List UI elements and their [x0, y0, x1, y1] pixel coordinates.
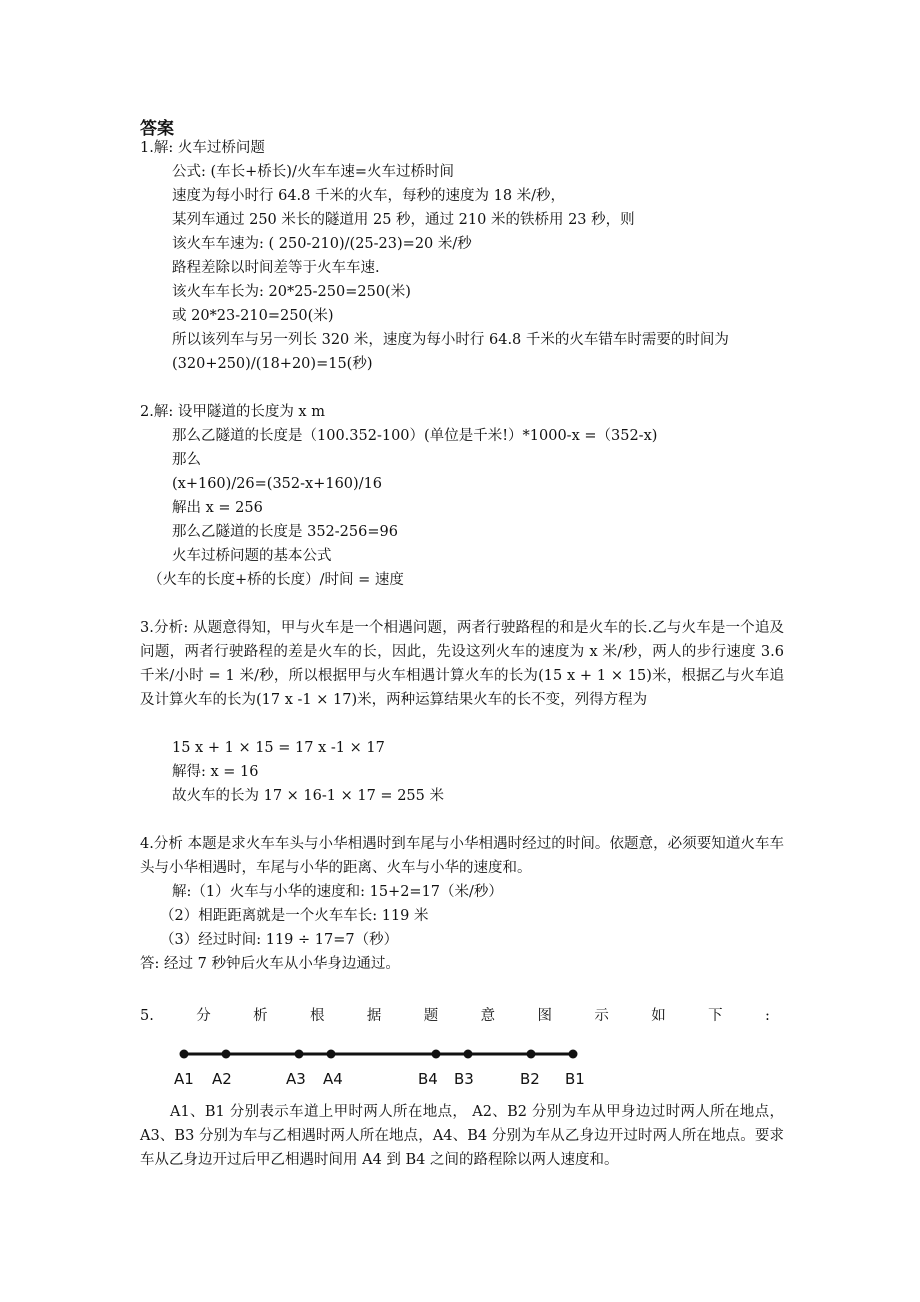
q2-line: 那么乙隧道的长度是 352-256=96	[172, 524, 398, 540]
q2-line: 火车过桥问题的基本公式	[172, 548, 332, 564]
point-a4	[327, 1050, 336, 1059]
q2-line: 解出 x = 256	[172, 500, 263, 516]
q2-line: 那么	[172, 452, 201, 468]
label-a3: A3	[286, 1070, 306, 1088]
q4-paragraph: 4.分析 本题是求火车车头与小华相遇时到车尾与小华相遇时经过的时间。依题意，必须要知道火车车头与小华相遇时，车尾与小华的距离、火车与小华的速度和。	[140, 836, 784, 876]
page-title: 答案	[140, 119, 174, 139]
q5-header-char: 析	[253, 1008, 268, 1024]
q2-line: (x+160)/26=(352-x+160)/16	[172, 476, 383, 492]
q5-header-char: 根	[309, 1008, 325, 1024]
q1-line: 路程差除以时间差等于火车车速.	[172, 260, 380, 276]
q5-header-char: 下	[708, 1008, 723, 1024]
label-b2: B2	[520, 1070, 540, 1088]
label-a2: A2	[212, 1070, 232, 1088]
q4-solve: 解:（1）火车与小华的速度和: 15+2=17（米/秒）	[172, 884, 503, 900]
q1-line: 该火车车速为: ( 250-210)/(25-23)=20 米/秒	[172, 236, 472, 252]
q3-line: 故火车的长为 17 × 16-1 × 17 = 255 米	[172, 788, 444, 804]
q5-header-char: 图	[537, 1008, 552, 1024]
q5-header-char: 如	[651, 1008, 666, 1024]
label-b4: B4	[418, 1070, 438, 1088]
q5-header-char: :	[764, 1008, 770, 1024]
q2-line: 那么乙隧道的长度是（100.352-100）(单位是千米!）*1000-x =（352-x)	[172, 428, 658, 444]
q5-header-char: 分	[196, 1008, 211, 1024]
q4-answer: 答: 经过 7 秒钟后火车从小华身边通过。	[140, 956, 400, 972]
point-a1	[180, 1050, 189, 1059]
point-b2	[527, 1050, 536, 1059]
q3-line: 解得: x = 16	[172, 764, 259, 780]
label-a4: A4	[323, 1070, 343, 1088]
label-a1: A1	[174, 1070, 194, 1088]
point-a2	[222, 1050, 231, 1059]
q5-header-char: 意	[480, 1008, 496, 1024]
q5-header-char: 示	[594, 1008, 609, 1024]
point-b3	[464, 1050, 473, 1059]
point-b4	[432, 1050, 441, 1059]
q5-paragraph: A1、B1 分别表示车道上甲时两人所在地点， A2、B2 分别为车从甲身边过时两人所在地点， A3、B3 分别为车与乙相遇时两人所在地点，A4、B4 分别为车从乙身边开过时两人所在地点。要求车从乙身边开过后甲乙相遇时间用 A4 到 B4 之间的路程除以两人速度和。	[140, 1104, 784, 1168]
q3-line: 15 x + 1 × 15 = 17 x -1 × 17	[172, 740, 385, 756]
label-b1: B1	[565, 1070, 585, 1088]
q5-header-char: 5.	[140, 1008, 154, 1024]
q2-header: 2.解: 设甲隧道的长度为 x m	[140, 404, 325, 420]
point-a3	[295, 1050, 304, 1059]
q5-header	[140, 1004, 770, 1028]
q1-line: 该火车车长为: 20*25-250=250(米)	[172, 284, 411, 300]
q2-formula: （火车的长度+桥的长度）/时间 = 速度	[148, 572, 404, 588]
q1-line: 某列车通过 250 米长的隧道用 25 秒，通过 210 米的铁桥用 23 秒，则	[172, 212, 635, 228]
q4-step: （3）经过时间: 119 ÷ 17=7（秒）	[160, 932, 399, 948]
q4-step: （2）相距距离就是一个火车车长: 119 米	[160, 908, 429, 924]
q1-line: 所以该列车与另一列长 320 米，速度为每小时行 64.8 千米的火车错车时需要的时间为	[172, 332, 729, 348]
q5-header-char: 据	[366, 1008, 382, 1024]
q1-line: 速度为每小时行 64.8 千米的火车，每秒的速度为 18 米/秒，	[172, 188, 566, 204]
road-diagram	[160, 1040, 600, 1090]
q1-line: 或 20*23-210=250(米)	[172, 308, 334, 324]
q3-paragraph: 3.分析: 从题意得知，甲与火车是一个相遇问题，两者行驶路程的和是火车的长.乙与火车是一个追及问题，两者行驶路程的差是火车的长，因此，先设这列火车的速度为 x 米/秒，两人的步行速度 3.6 千米/小时 = 1 米/秒，所以根据甲与火车相遇计算火车的长为(15 x + 1 × 15)米，根据乙与火车追及计算火车的长为(17 x -1 × 17)米，两种运算结果火车的长不变，列得方程为	[140, 620, 784, 708]
q5-header-char: 题	[423, 1008, 439, 1024]
label-b3: B3	[454, 1070, 474, 1088]
q1-header: 1.解: 火车过桥问题	[140, 140, 265, 156]
q1-line: 公式: (车长+桥长)/火车车速=火车过桥时间	[172, 164, 454, 180]
point-b1	[569, 1050, 578, 1059]
q1-line: (320+250)/(18+20)=15(秒)	[172, 356, 373, 372]
